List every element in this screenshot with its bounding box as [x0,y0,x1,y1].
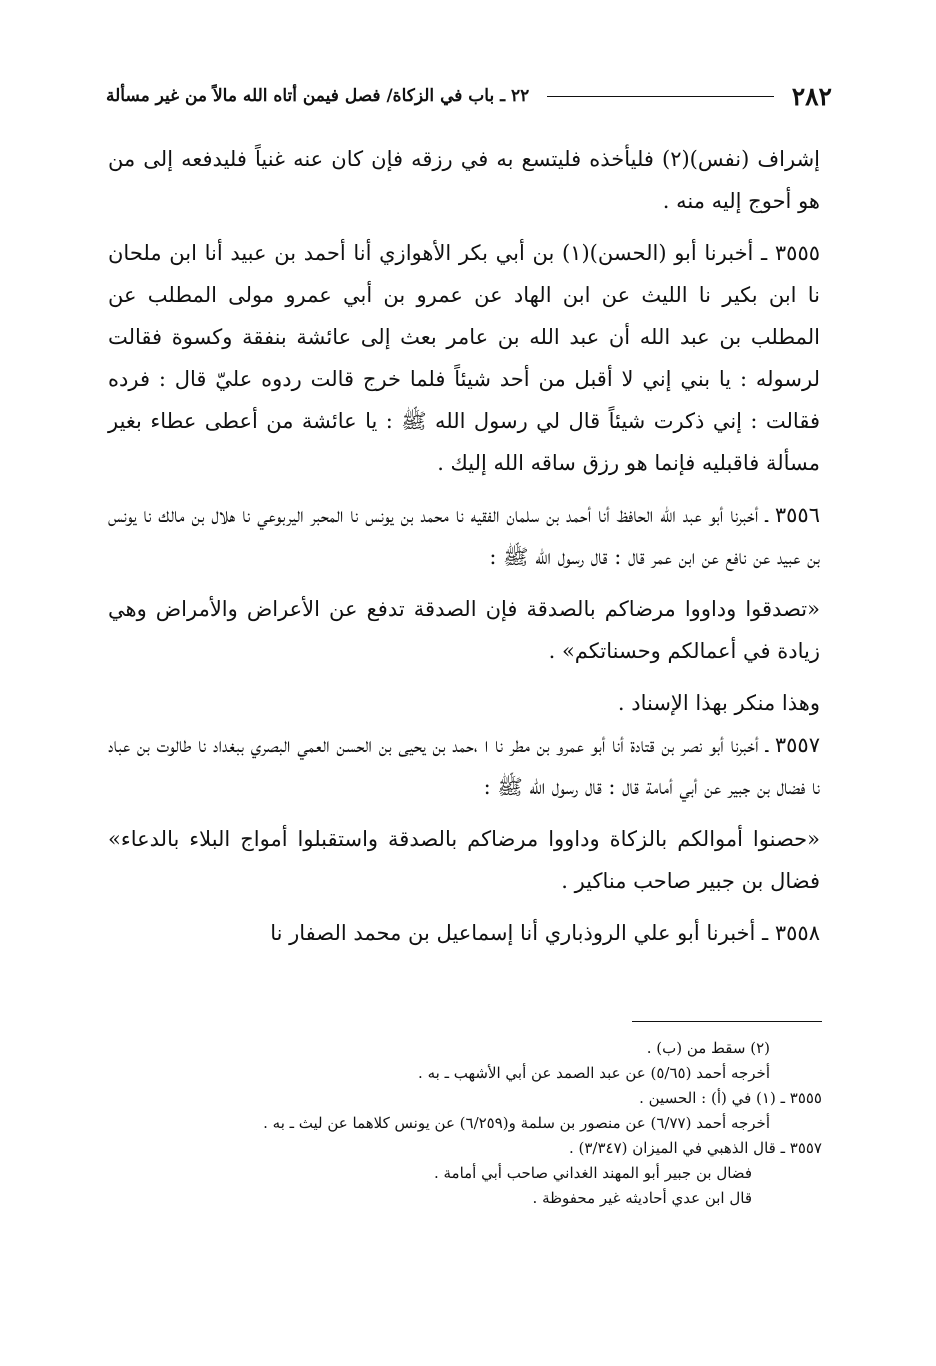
footnote-line: فضال بن جبير أبو المهند الغداني صاحب أبي أمامة . [433,1164,752,1182]
running-head: ٢٢ ـ باب في الزكاة/ فصل فيمن أتاه الله مالاً من غير مسألة [106,86,530,106]
hadith-3555: ٣٥٥٥ ـ أخبرنا أبو (الحسن)(١) بن أبي بكر الأهوازي أنا أحمد بن عبيد أنا ابن ملحان نا ابن بكير نا الليث عن ابن الهاد عن عمرو بن أبي عمرو مولى المطلب عن المطلب بن عبد الله أن عبد الله بن عامر بعث إلى عائشة بنفقة وكسوة فقالت لرسوله : يا بني إني لا أقبل من أحد شيئاً فلما خرج قالت ردوه عليّ قال : فرده فقالت : إني ذكرت شيئاً قال لي رسول الله ﷺ : يا عائشة من أعطى عطاء بغير مسألة فاقبليه فإنما هو رزق ساقه الله إليك . [108,241,821,475]
main-text [108,138,820,964]
footnote-line: ٣٥٥٥ ـ (١) في (أ) : الحسين . [639,1089,822,1107]
footnote-line: قال ابن عدي أحاديثه غير محفوظة . [532,1189,752,1207]
footnote-line: ٣٥٥٧ ـ قال الذهبي في الميزان (٣/٣٤٧) . [568,1139,822,1157]
paragraph-continuation: إشراف (نفس)(٢) فليأخذه فليتسع به في رزقه فإن كان عنه غنياً فليدفعه إلى من هو أحوج إليه منه . [108,147,820,213]
hadith-3556-text: «تصدقوا وداووا مرضاكم بالصدقة فإن الصدقة تدفع عن الأعراض والأمراض وهي زيادة في أعمالكم وحسناتكم» . [108,597,820,663]
footnote-line: (٢) سقط من (ب) . [646,1039,770,1057]
grading-note: وهذا منكر بهذا الإسناد . [617,691,820,715]
footnotes [120,1036,822,1211]
hadith-3558: ٣٥٥٨ ـ أخبرنا أبو علي الروذباري أنا إسماعيل بن محمد الصفار نا [270,921,820,945]
hadith-3556: ٣٥٥٦ ـ أخبرنا أبو عبد الله الحافظ أنا أحمد بن سلمان الفقيه نا محمد بن يونس نا المحبر اليربوعي نا هلال بن مالك نا يونس بن عبيد عن نافع عن ابن عمر قال : قال رسول الله ﷺ : [108,503,820,569]
footnote-line: أخرجه أحمد (٦/٧٧) عن منصور بن سلمة و(٦/٢٥٩) عن يونس كلاهما عن ليث ـ به . [263,1114,770,1132]
header-rule [547,96,773,97]
hadith-3557-text: «حصنوا أموالكم بالزكاة وداووا مرضاكم بالصدقة واستقبلوا أمواج البلاء بالدعاء» فضال بن جبير صاحب مناكير . [108,827,820,893]
footnote-line: أخرجه أحمد (٥/٦٥) عن عبد الصمد عن أبي الأشهب ـ به . [418,1064,770,1082]
page-number: ٢٨٢ [791,81,832,111]
page-header [106,76,832,116]
footnote-rule [632,1021,822,1022]
hadith-3557: ٣٥٥٧ ـ أخبرنا أبو نصر بن قتادة أنا أبو عمرو بن مطر نا ا ،حمد بن يحيى بن الحسن العمي البصري ببغداد نا طالوت بن عباد نا فضال بن جبير عن أبي أمامة قال : قال رسول الله ﷺ : [108,733,820,799]
